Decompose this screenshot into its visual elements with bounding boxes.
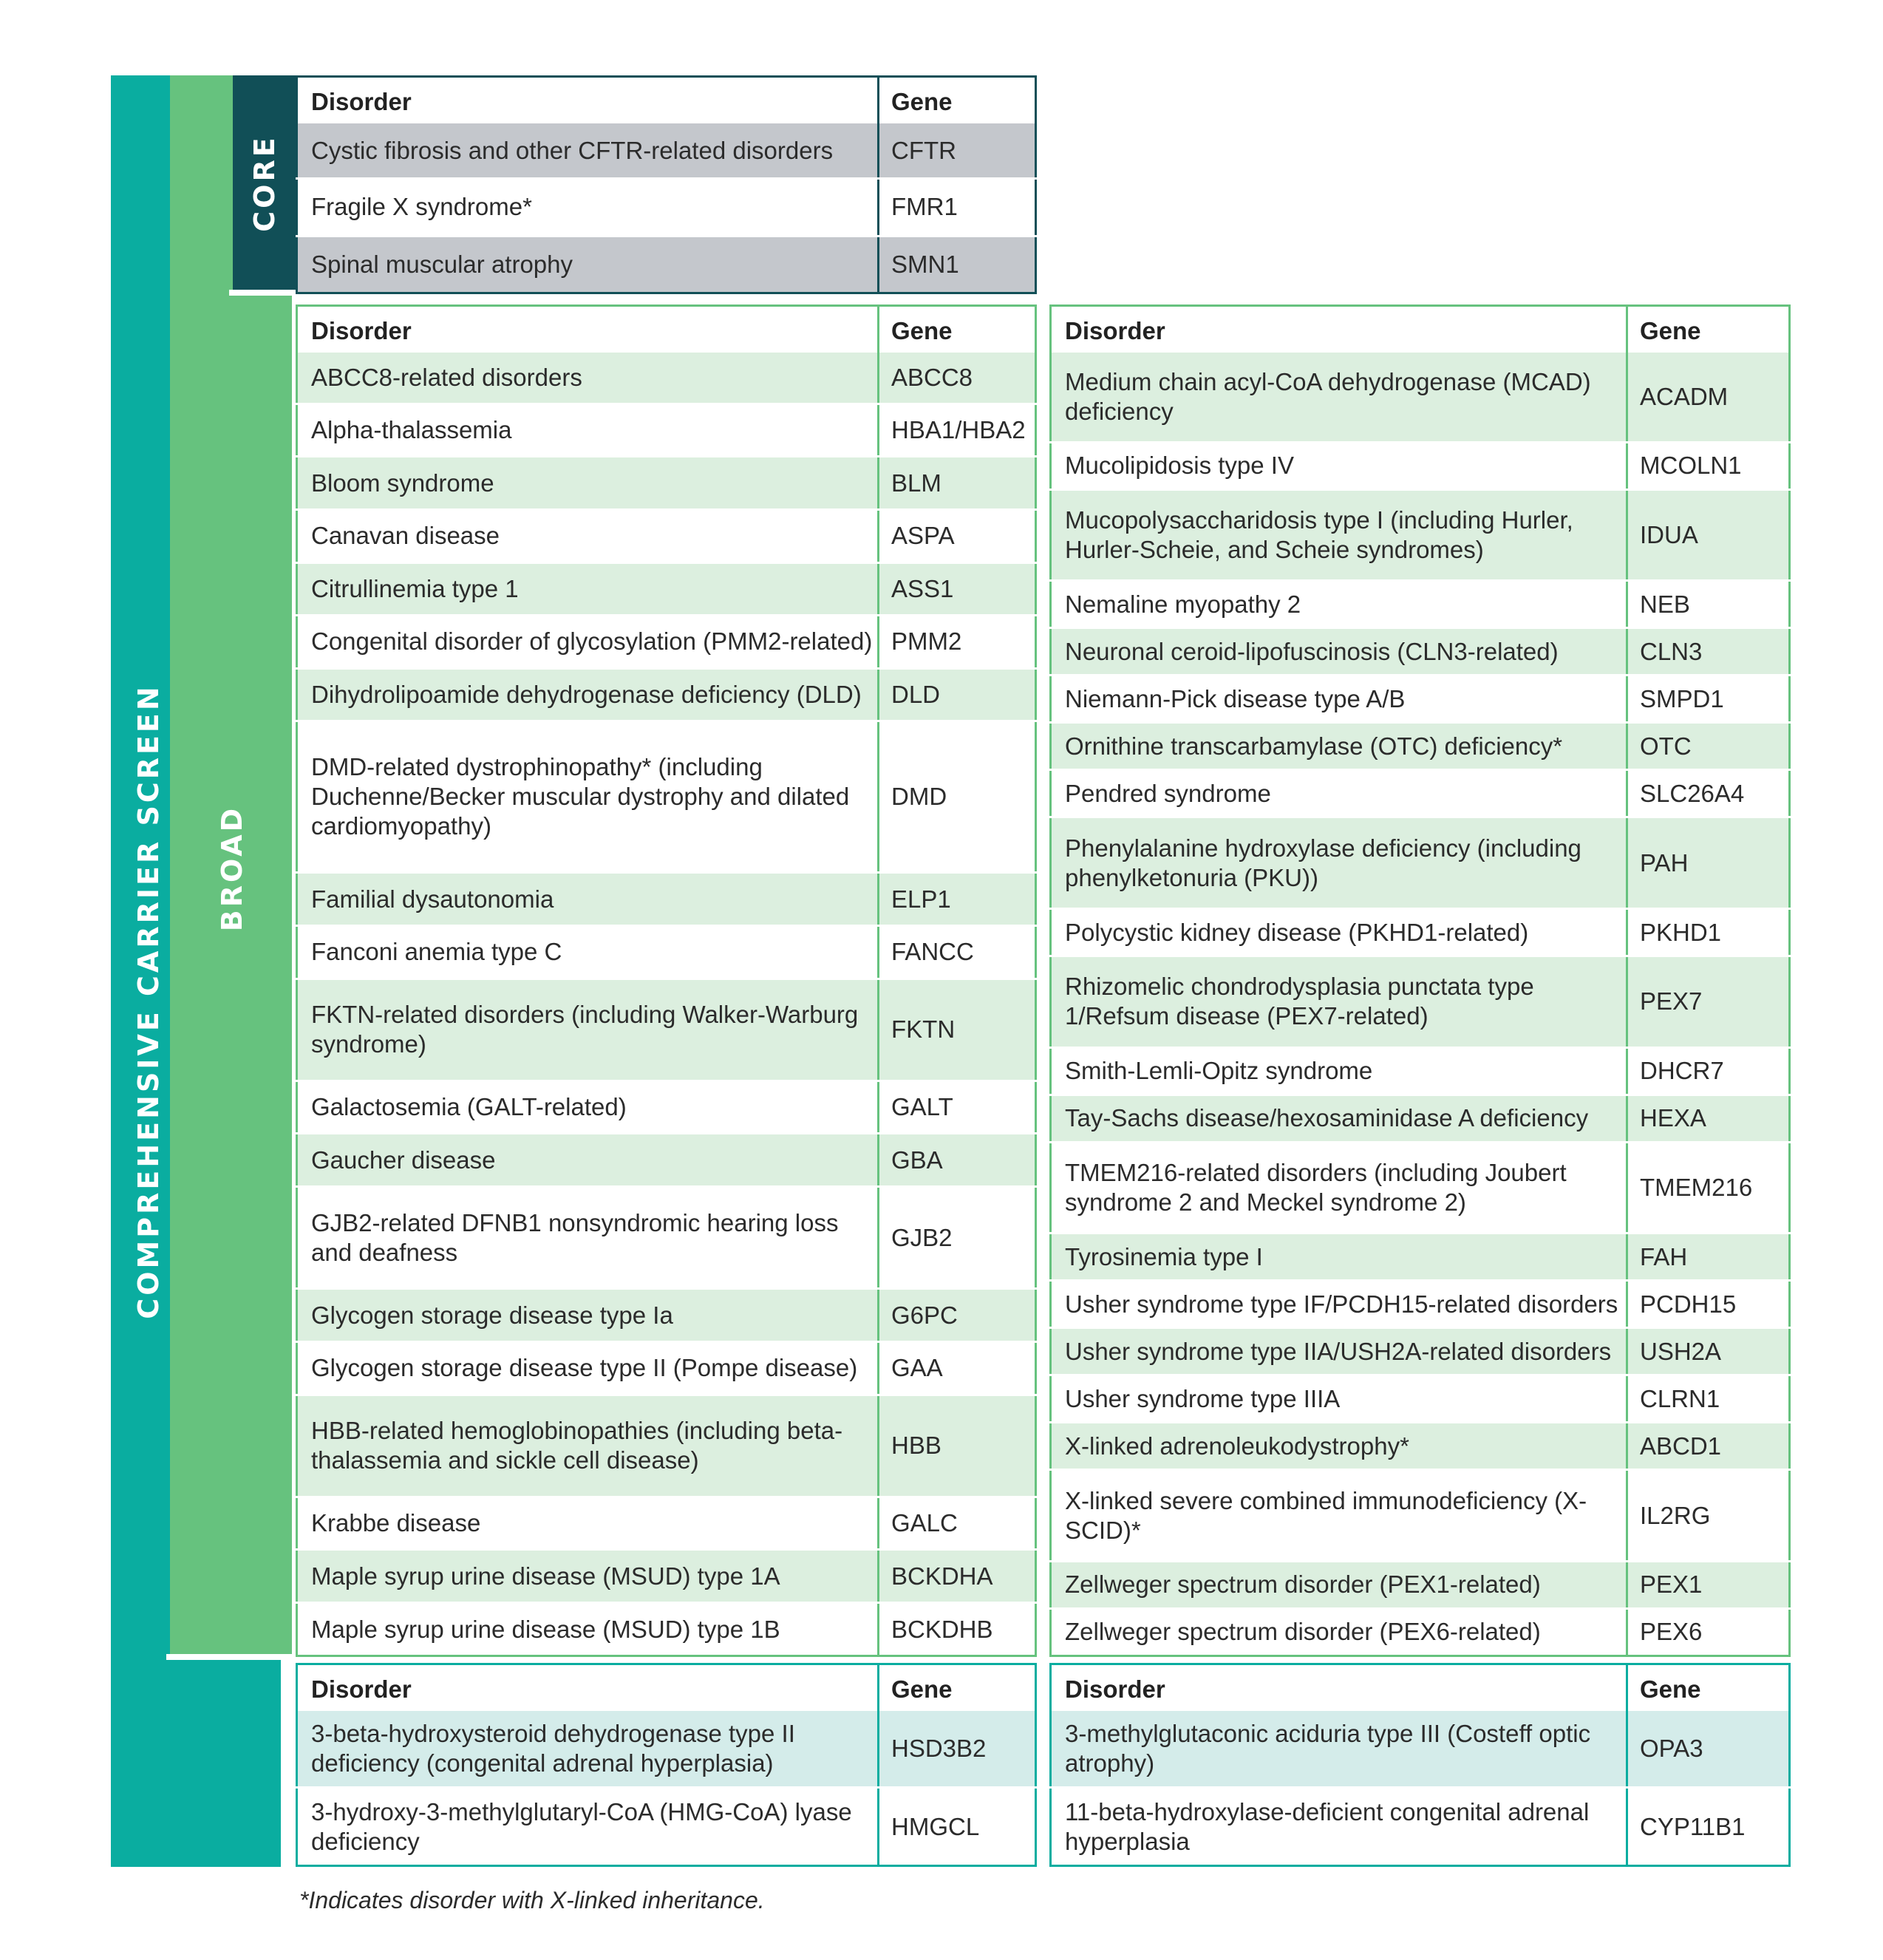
gene-cell: ABCD1: [1627, 1423, 1790, 1470]
gene-cell: NEB: [1627, 581, 1790, 628]
disorder-cell: Tay-Sachs disease/hexosaminidase A deficiency: [1051, 1095, 1627, 1142]
footnote: *Indicates disorder with X-linked inheritance.: [299, 1887, 765, 1913]
comprehensive-right-table: [1049, 1663, 1791, 1867]
table-row: [1051, 489, 1790, 581]
disorder-cell: FKTN-related disorders (including Walker-Warburg syndrome): [297, 979, 879, 1081]
disorder-cell: 3-methylglutaconic aciduria type III (Costeff optic atrophy): [1051, 1711, 1627, 1788]
table-row: [297, 721, 1036, 873]
table-row: [1051, 1711, 1790, 1788]
table-row: [297, 1134, 1036, 1187]
table-header-row: [1051, 1664, 1790, 1712]
disorder-header: Disorder: [1051, 306, 1627, 353]
table-row: [297, 404, 1036, 457]
table-row: [297, 236, 1036, 293]
table-row: [297, 123, 1036, 179]
gene-header: Gene: [891, 88, 953, 115]
disorder-cell: 3-beta-hydroxysteroid dehydrogenase type II deficiency (congenital adrenal hyperplasia): [297, 1711, 879, 1788]
disorder-cell: Fragile X syndrome*: [297, 179, 879, 236]
gene-cell: PEX6: [1640, 1618, 1703, 1646]
disorder-cell: GJB2-related DFNB1 nonsyndromic hearing loss and deafness: [297, 1187, 879, 1289]
gene-cell: HBB: [879, 1395, 1036, 1497]
disorder-cell: Galactosemia (GALT-related): [297, 1081, 879, 1134]
disorder-cell: Glycogen storage disease type Ia: [297, 1289, 879, 1342]
disorder-cell: Mucopolysaccharidosis type I (including Hurler, Hurler-Scheie, and Scheie syndromes): [1051, 489, 1627, 581]
table-header-row: [297, 77, 1036, 124]
gene-cell: SLC26A4: [1627, 770, 1790, 817]
disorder-cell: Medium chain acyl-CoA dehydrogenase (MCAD) deficiency: [1051, 353, 1627, 442]
table-row: [297, 1081, 1036, 1134]
gene-cell: DLD: [879, 668, 1036, 721]
table-row: [1051, 1375, 1790, 1423]
disorder-cell: Zellweger spectrum disorder (PEX1-related): [1051, 1561, 1627, 1608]
gene-cell: ELP1: [879, 873, 1036, 926]
table-row: [1051, 1047, 1790, 1095]
table-row: [297, 979, 1036, 1081]
disorder-cell: Spinal muscular atrophy: [297, 236, 879, 293]
gene-cell: G6PC: [879, 1289, 1036, 1342]
disorder-header: Disorder: [297, 306, 879, 353]
gene-cell: GALT: [879, 1081, 1036, 1134]
table-row: [1051, 817, 1790, 909]
gene-cell: OTC: [1627, 723, 1790, 770]
table-row: [297, 1341, 1036, 1395]
disorder-cell: Bloom syndrome: [297, 457, 879, 510]
table-row: [297, 1289, 1036, 1342]
table-row: [1051, 723, 1790, 770]
gene-cell: GALC: [879, 1497, 1036, 1550]
disorder-cell: Canavan disease: [297, 509, 879, 562]
table-row: [1051, 442, 1790, 489]
gene-header: Gene: [1640, 317, 1701, 344]
gene-cell: SMPD1: [1627, 676, 1790, 723]
gene-cell: CFTR: [879, 123, 1036, 179]
gene-cell: BCKDHA: [879, 1550, 1036, 1603]
disorder-cell: Smith-Lemli-Opitz syndrome: [1051, 1047, 1627, 1095]
table-row: [297, 1497, 1036, 1550]
disorder-cell: TMEM216-related disorders (including Joubert syndrome 2 and Meckel syndrome 2): [1051, 1142, 1627, 1233]
gene-cell: HMGCL: [891, 1812, 980, 1840]
table-row: [297, 1550, 1036, 1603]
table-row: [1051, 1608, 1790, 1656]
gene-cell: USH2A: [1627, 1328, 1790, 1375]
table-row: [1051, 909, 1790, 956]
table-row: [297, 509, 1036, 562]
disorder-cell: Glycogen storage disease type II (Pompe disease): [297, 1341, 879, 1395]
gene-cell: BCKDHB: [891, 1615, 993, 1643]
disorder-cell: Pendred syndrome: [1051, 770, 1627, 817]
comprehensive-left-table: [296, 1663, 1037, 1867]
table-row: [1051, 1095, 1790, 1142]
gene-cell: CYP11B1: [1640, 1812, 1746, 1840]
gene-cell: TMEM216: [1627, 1142, 1790, 1233]
gene-cell: BLM: [879, 457, 1036, 510]
gene-cell: IL2RG: [1627, 1470, 1790, 1562]
disorder-cell: Cystic fibrosis and other CFTR-related disorders: [297, 123, 879, 179]
disorder-header: Disorder: [297, 1664, 879, 1712]
table-row: [1051, 1142, 1790, 1233]
core-band-edge: [229, 290, 296, 296]
gene-cell: HBA1/HBA2: [879, 404, 1036, 457]
gene-cell: PEX7: [1627, 956, 1790, 1048]
gene-cell: ABCC8: [879, 353, 1036, 404]
table-row: [1051, 1423, 1790, 1470]
disorder-cell: Congenital disorder of glycosylation (PMM2-related): [297, 616, 879, 669]
table-row: [1051, 1561, 1790, 1608]
table-row: [1051, 1470, 1790, 1562]
gene-cell: GAA: [879, 1341, 1036, 1395]
disorder-cell: Gaucher disease: [297, 1134, 879, 1187]
disorder-cell: Fanconi anemia type C: [297, 925, 879, 979]
gene-header: Gene: [891, 1675, 953, 1703]
table-row: [297, 873, 1036, 926]
broad-right-table: [1049, 304, 1791, 1657]
table-row: [297, 179, 1036, 236]
gene-cell: OPA3: [1627, 1711, 1790, 1788]
disorder-cell: Tyrosinemia type I: [1051, 1233, 1627, 1281]
gene-cell: CLRN1: [1627, 1375, 1790, 1423]
table-row: [297, 616, 1036, 669]
table-row: [1051, 1328, 1790, 1375]
disorder-cell: Krabbe disease: [297, 1497, 879, 1550]
disorder-cell: DMD-related dystrophinopathy* (including Duchenne/Becker muscular dystrophy and dilated cardiomyopathy): [297, 721, 879, 873]
disorder-cell: Alpha-thalassemia: [297, 404, 879, 457]
table-row: [297, 1395, 1036, 1497]
table-row: [297, 668, 1036, 721]
disorder-cell: 11-beta-hydroxylase-deficient congenital adrenal hyperplasia: [1051, 1788, 1627, 1866]
table-row: [1051, 1788, 1790, 1866]
gene-cell: GJB2: [879, 1187, 1036, 1289]
gene-cell: PAH: [1627, 817, 1790, 909]
table-row: [297, 1788, 1036, 1866]
gene-cell: DMD: [879, 721, 1036, 873]
gene-cell: HSD3B2: [879, 1711, 1036, 1788]
disorder-cell: Mucolipidosis type IV: [1051, 442, 1627, 489]
gene-cell: ASPA: [879, 509, 1036, 562]
gene-cell: PKHD1: [1627, 909, 1790, 956]
table-row: [297, 925, 1036, 979]
gene-cell: FMR1: [879, 179, 1036, 236]
table-row: [297, 1187, 1036, 1289]
table-row: [1051, 353, 1790, 442]
gene-cell: PCDH15: [1627, 1281, 1790, 1328]
table-row: [297, 353, 1036, 404]
gene-cell: ACADM: [1627, 353, 1790, 442]
table-row: [297, 457, 1036, 510]
disorder-cell: ABCC8-related disorders: [297, 353, 879, 404]
disorder-cell: Usher syndrome type IIA/USH2A-related disorders: [1051, 1328, 1627, 1375]
gene-cell: FAH: [1627, 1233, 1790, 1281]
disorder-cell: 3-hydroxy-3-methylglutaryl-CoA (HMG-CoA) lyase deficiency: [297, 1788, 879, 1866]
gene-cell: CLN3: [1627, 628, 1790, 676]
disorder-cell: Niemann-Pick disease type A/B: [1051, 676, 1627, 723]
table-row: [1051, 770, 1790, 817]
disorder-cell: X-linked severe combined immunodeficiency (X-SCID)*: [1051, 1470, 1627, 1562]
gene-cell: PEX1: [1627, 1561, 1790, 1608]
disorder-cell: X-linked adrenoleukodystrophy*: [1051, 1423, 1627, 1470]
disorder-cell: Usher syndrome type IF/PCDH15-related disorders: [1051, 1281, 1627, 1328]
gene-cell: FKTN: [879, 979, 1036, 1081]
table-row: [297, 1603, 1036, 1656]
disorder-cell: Familial dysautonomia: [297, 873, 879, 926]
core-table: [296, 75, 1037, 294]
disorder-cell: Polycystic kidney disease (PKHD1-related): [1051, 909, 1627, 956]
table-row: [1051, 956, 1790, 1048]
disorder-cell: Phenylalanine hydroxylase deficiency (including phenylketonuria (PKU)): [1051, 817, 1627, 909]
gene-cell: SMN1: [879, 236, 1036, 293]
disorder-cell: Zellweger spectrum disorder (PEX6-related): [1051, 1608, 1627, 1656]
disorder-cell: Neuronal ceroid-lipofuscinosis (CLN3-related): [1051, 628, 1627, 676]
gene-cell: FANCC: [879, 925, 1036, 979]
table-row: [297, 1711, 1036, 1788]
disorder-cell: Citrullinemia type 1: [297, 562, 879, 616]
disorder-cell: Usher syndrome type IIIA: [1051, 1375, 1627, 1423]
broad-band-edge: [166, 1654, 292, 1660]
disorder-header: Disorder: [297, 77, 879, 124]
broad-left-table: [296, 304, 1037, 1657]
gene-cell: IDUA: [1627, 489, 1790, 581]
gene-cell: DHCR7: [1627, 1047, 1790, 1095]
disorder-cell: Dihydrolipoamide dehydrogenase deficiency (DLD): [297, 668, 879, 721]
disorder-cell: HBB-related hemoglobinopathies (including beta-thalassemia and sickle cell disease): [297, 1395, 879, 1497]
table-header-row: [297, 306, 1036, 353]
disorder-header: Disorder: [1051, 1664, 1627, 1712]
disorder-cell: Maple syrup urine disease (MSUD) type 1B: [297, 1603, 879, 1656]
disorder-cell: Rhizomelic chondrodysplasia punctata type 1/Refsum disease (PEX7-related): [1051, 956, 1627, 1048]
gene-header: Gene: [891, 317, 953, 344]
disorder-cell: Ornithine transcarbamylase (OTC) deficiency*: [1051, 723, 1627, 770]
gene-cell: ASS1: [879, 562, 1036, 616]
disorder-cell: Nemaline myopathy 2: [1051, 581, 1627, 628]
disorder-cell: Maple syrup urine disease (MSUD) type 1A: [297, 1550, 879, 1603]
table-row: [297, 562, 1036, 616]
table-row: [1051, 628, 1790, 676]
table-row: [1051, 676, 1790, 723]
table-row: [1051, 1233, 1790, 1281]
table-row: [1051, 581, 1790, 628]
gene-cell: MCOLN1: [1627, 442, 1790, 489]
gene-cell: HEXA: [1627, 1095, 1790, 1142]
table-header-row: [1051, 306, 1790, 353]
gene-cell: GBA: [879, 1134, 1036, 1187]
table-header-row: [297, 1664, 1036, 1712]
table-row: [1051, 1281, 1790, 1328]
gene-header: Gene: [1640, 1675, 1701, 1703]
gene-cell: PMM2: [879, 616, 1036, 669]
